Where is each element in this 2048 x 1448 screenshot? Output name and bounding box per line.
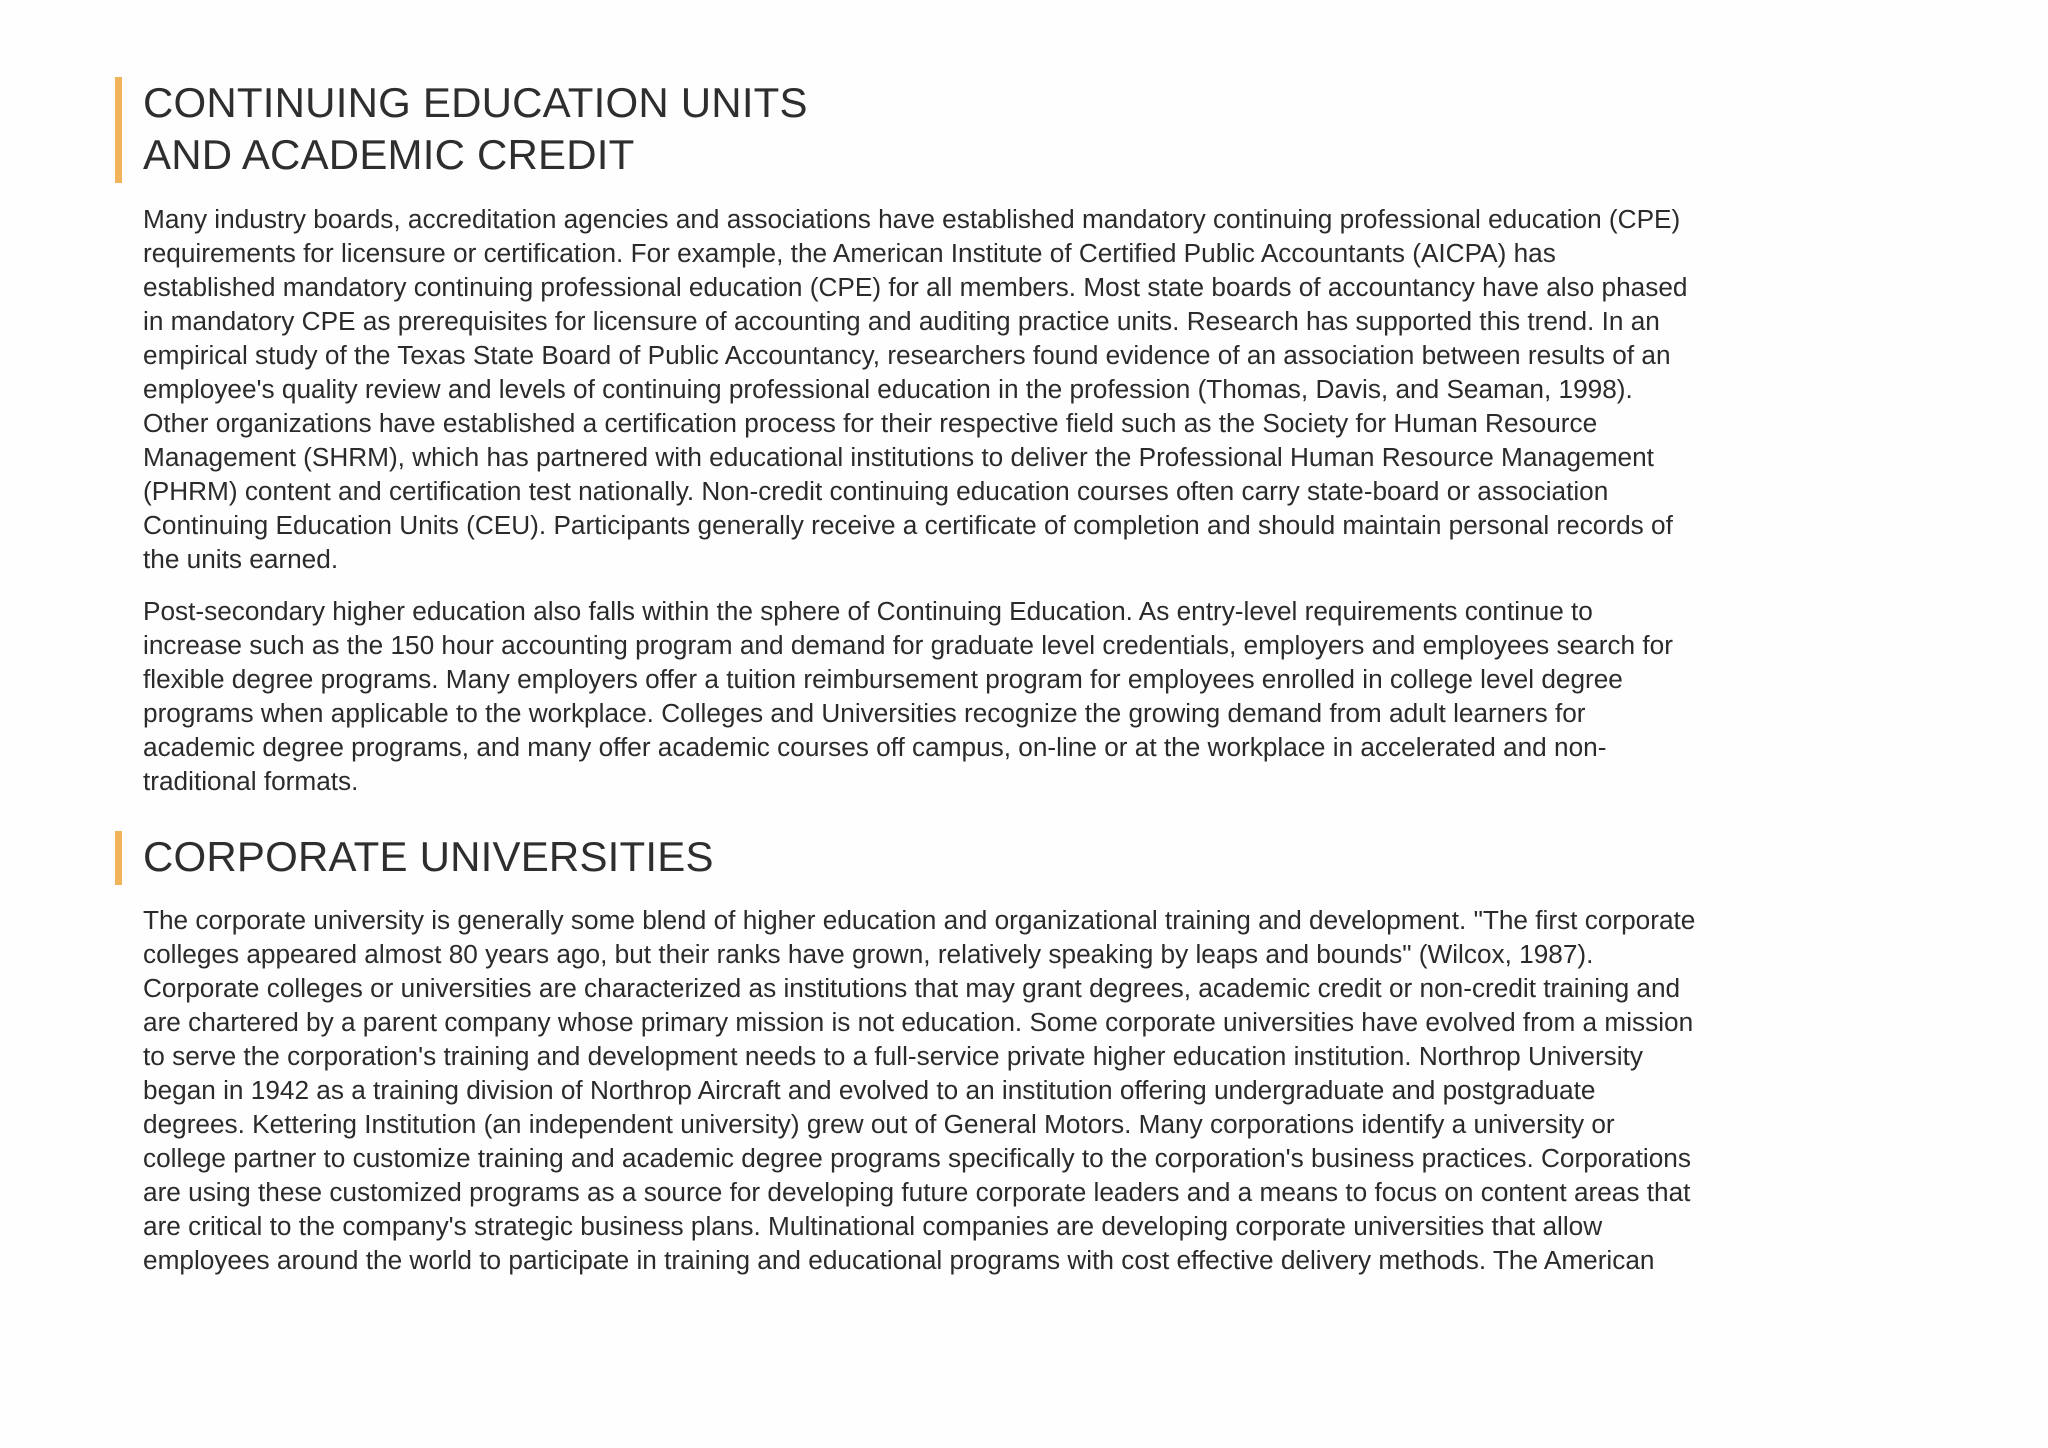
paragraph-line: employees around the world to participate in training and educational programs with cost effective delivery methods. The American xyxy=(143,1245,1655,1275)
paragraph-line: Management (SHRM), which has partnered with educational institutions to deliver the Professional Human Resource Management xyxy=(143,442,1654,472)
paragraph-line: The corporate university is generally some blend of higher education and organizational training and development. "The first corporate xyxy=(143,905,1696,935)
paragraph-line: requirements for licensure or certification. For example, the American Institute of Certified Public Accountants (AICPA) has xyxy=(143,238,1556,268)
paragraph-line: colleges appeared almost 80 years ago, but their ranks have grown, relatively speaking by leaps and bounds" (Wilcox, 1987). xyxy=(143,939,1594,969)
section-heading-wrap xyxy=(0,831,2048,883)
paragraph-line: traditional formats. xyxy=(143,766,359,796)
paragraph-line: are chartered by a parent company whose primary mission is not education. Some corporate universities have evolved from a mission xyxy=(143,1007,1694,1037)
paragraph-line: in mandatory CPE as prerequisites for licensure of accounting and auditing practice units. Research has supported this trend. In an xyxy=(143,306,1660,336)
section-heading-wrap xyxy=(0,77,2048,181)
paragraph-line: college partner to customize training and academic degree programs specifically to the corporation's business practices. Corporations xyxy=(143,1143,1691,1173)
heading-accent-bar xyxy=(115,77,122,183)
paragraph-line: degrees. Kettering Institution (an independent university) grew out of General Motors. Many corporations identify a university or xyxy=(143,1109,1615,1139)
paragraph-line: to serve the corporation's training and development needs to a full-service private higher education institution. Northrop University xyxy=(143,1041,1643,1071)
heading-accent-bar xyxy=(115,831,122,885)
paragraph-line: (PHRM) content and certification test nationally. Non-credit continuing education courses often carry state-board or association xyxy=(143,476,1609,506)
paragraph-line: flexible degree programs. Many employers offer a tuition reimbursement program for employees enrolled in college level degree xyxy=(143,664,1623,694)
paragraph-line: are using these customized programs as a source for developing future corporate leaders and a means to focus on content areas that xyxy=(143,1177,1691,1207)
paragraph-line: Other organizations have established a certification process for their respective field such as the Society for Human Resource xyxy=(143,408,1598,438)
paragraph-line: Many industry boards, accreditation agencies and associations have established mandatory continuing professional education (CPE) xyxy=(143,204,1681,234)
paragraph-line: Continuing Education Units (CEU). Participants generally receive a certificate of completion and should maintain personal records of xyxy=(143,510,1673,540)
paragraph-line: Post-secondary higher education also falls within the sphere of Continuing Education. As entry-level requirements continue to xyxy=(143,596,1593,626)
paragraph-line: Corporate colleges or universities are characterized as institutions that may grant degrees, academic credit or non-credit training and xyxy=(143,973,1681,1003)
paragraph-corporate-university xyxy=(143,903,1883,1277)
paragraph-line: began in 1942 as a training division of Northrop Aircraft and evolved to an institution offering undergraduate and postgraduate xyxy=(143,1075,1596,1105)
paragraph-line: programs when applicable to the workplace. Colleges and Universities recognize the growing demand from adult learners for xyxy=(143,698,1586,728)
section-corporate-universities xyxy=(0,831,2048,883)
paragraph-line: empirical study of the Texas State Board of Public Accountancy, researchers found evidence of an association between results of an xyxy=(143,340,1671,370)
paragraph-post-secondary xyxy=(143,594,1883,798)
paragraph-line: employee's quality review and levels of continuing professional education in the profession (Thomas, Davis, and Seaman, 1998). xyxy=(143,374,1633,404)
paragraph-line: academic degree programs, and many offer academic courses off campus, on-line or at the workplace in accelerated and non- xyxy=(143,732,1607,762)
paragraph-line: established mandatory continuing professional education (CPE) for all members. Most state boards of accountancy have also phased xyxy=(143,272,1688,302)
section-heading: CORPORATE UNIVERSITIES xyxy=(143,833,714,880)
paragraph-line: increase such as the 150 hour accounting program and demand for graduate level credentials, employers and employees search for xyxy=(143,630,1673,660)
paragraph-line: are critical to the company's strategic business plans. Multinational companies are developing corporate universities that allow xyxy=(143,1211,1603,1241)
section-continuing-education xyxy=(0,77,2048,181)
paragraph-line: the units earned. xyxy=(143,544,339,574)
paragraph-cpe-requirements xyxy=(143,202,1883,576)
section-heading: CONTINUING EDUCATION UNITS AND ACADEMIC CREDIT xyxy=(143,79,808,178)
